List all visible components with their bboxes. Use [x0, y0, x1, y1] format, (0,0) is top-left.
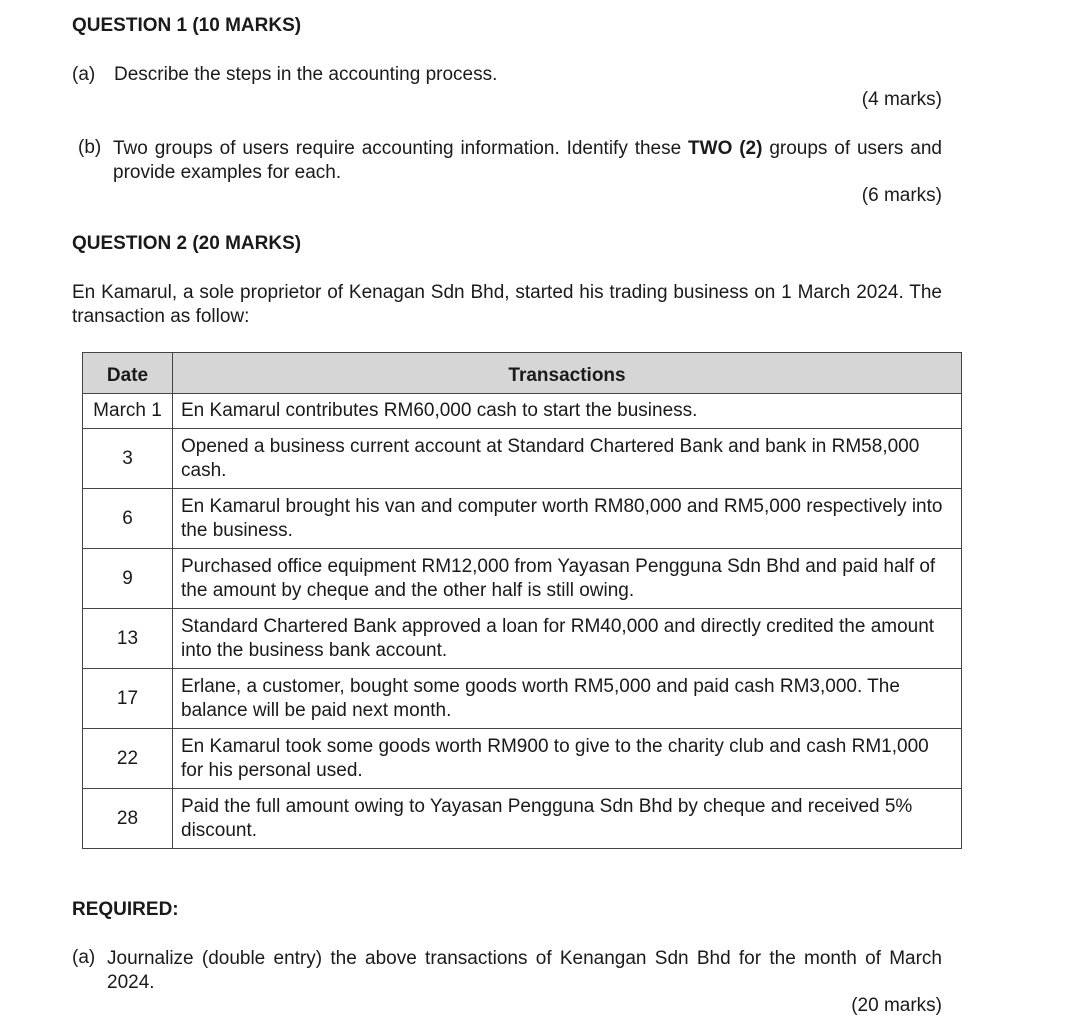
q1a-text: Describe the steps in the accounting process. — [114, 64, 498, 85]
table-header-row — [83, 353, 962, 394]
transactions-table — [82, 352, 962, 849]
header-transactions: Transactions — [173, 353, 962, 394]
q1a-marks: (4 marks) — [861, 89, 942, 110]
table-row — [83, 549, 962, 609]
row-date: 17 — [83, 669, 173, 729]
row-transaction: Purchased office equipment RM12,000 from Yayasan Pengguna Sdn Bhd and paid half of the amount by cheque and the other half is still owing. — [173, 549, 962, 609]
q1b-emphasis: TWO (2) — [688, 138, 763, 159]
q1a-label: (a) — [72, 64, 96, 85]
row-date: 28 — [83, 789, 173, 849]
row-date: 3 — [83, 429, 173, 489]
row-transaction: En Kamarul contributes RM60,000 cash to start the business. — [173, 394, 962, 429]
row-transaction: Opened a business current account at Standard Chartered Bank and bank in RM58,000 cash. — [173, 429, 962, 489]
q1b-text: Two groups of users require accounting information. Identify these TWO (2) groups of users and provide examples for each. — [113, 138, 942, 183]
table-row — [83, 429, 962, 489]
required-a-text: Journalize (double entry) the above transactions of Kenangan Sdn Bhd for the month of March 2024. — [107, 948, 942, 993]
table-row — [83, 729, 962, 789]
question-2-title: QUESTION 2 (20 MARKS) — [72, 233, 302, 254]
required-a-label: (a) — [72, 947, 96, 968]
row-date: 13 — [83, 609, 173, 669]
table-row — [83, 789, 962, 849]
table-row — [83, 609, 962, 669]
q2-intro: En Kamarul, a sole proprietor of Kenagan Sdn Bhd, started his trading business on 1 March 2024. The transaction as follow: — [72, 282, 942, 327]
required-title: REQUIRED: — [72, 899, 179, 920]
row-transaction: En Kamarul brought his van and computer worth RM80,000 and RM5,000 respectively into the business. — [173, 489, 962, 549]
question-1-title: QUESTION 1 (10 MARKS) — [72, 15, 302, 36]
row-transaction: Standard Chartered Bank approved a loan for RM40,000 and directly credited the amount into the business bank account. — [173, 609, 962, 669]
row-transaction: Erlane, a customer, bought some goods worth RM5,000 and paid cash RM3,000. The balance will be paid next month. — [173, 669, 962, 729]
q1b-label: (b) — [78, 137, 102, 158]
q1b-marks: (6 marks) — [861, 185, 942, 206]
table-row — [83, 669, 962, 729]
table-row — [83, 394, 962, 429]
row-transaction: Paid the full amount owing to Yayasan Pengguna Sdn Bhd by cheque and received 5% discount. — [173, 789, 962, 849]
required-a-marks: (20 marks) — [851, 995, 942, 1016]
row-date: March 1 — [83, 394, 173, 429]
row-date: 9 — [83, 549, 173, 609]
header-date: Date — [83, 353, 173, 394]
row-date: 6 — [83, 489, 173, 549]
row-transaction: En Kamarul took some goods worth RM900 to give to the charity club and cash RM1,000 for his personal used. — [173, 729, 962, 789]
row-date: 22 — [83, 729, 173, 789]
table-row — [83, 489, 962, 549]
